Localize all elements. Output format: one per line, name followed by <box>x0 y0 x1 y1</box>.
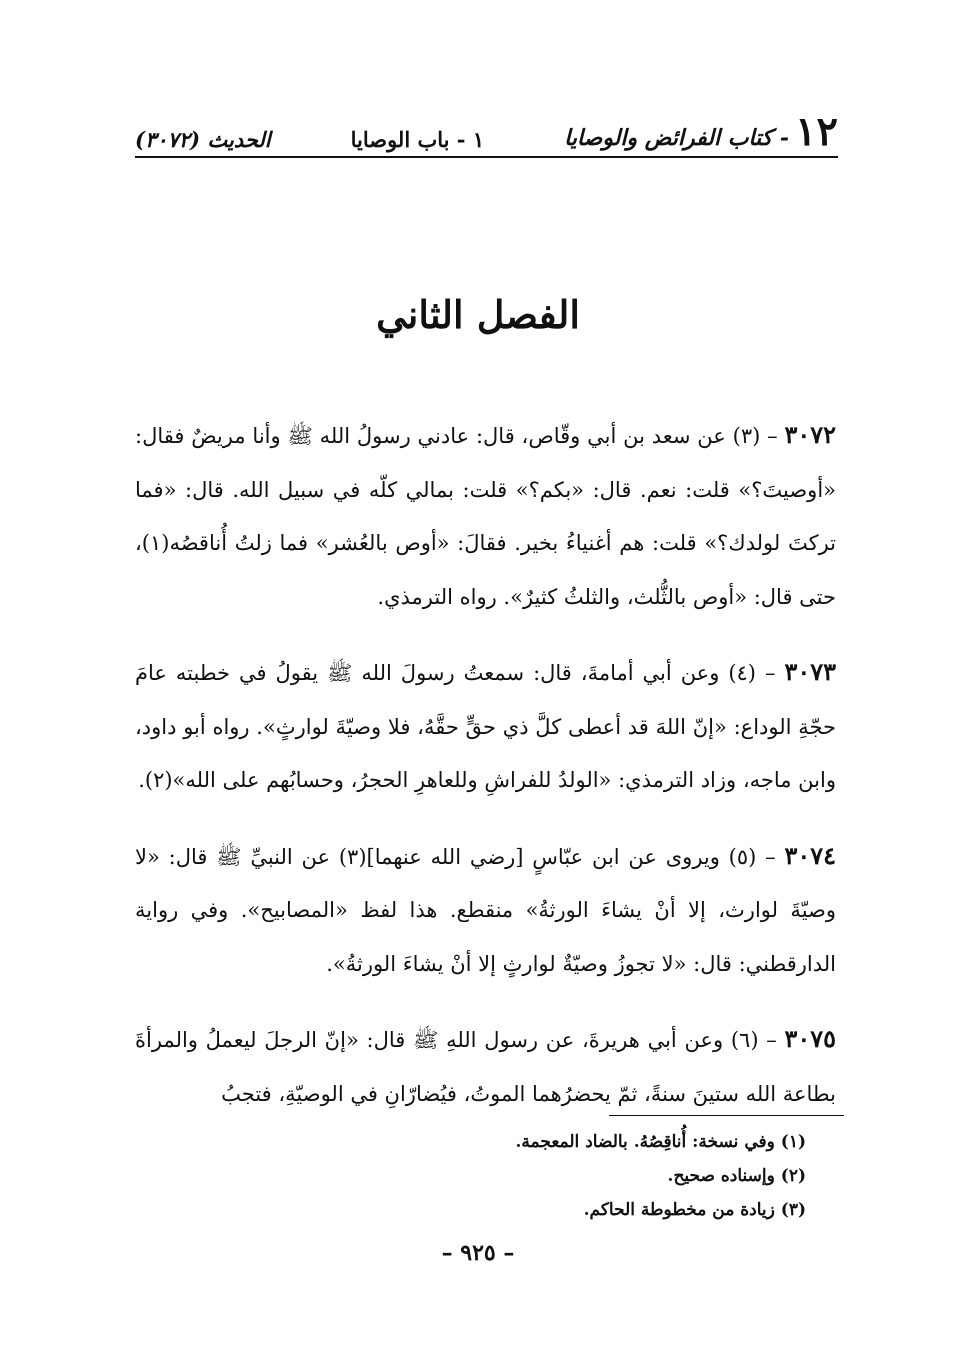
hadith-paragraph <box>135 645 836 808</box>
hadith-paragraph <box>135 1012 836 1121</box>
header-book-number: ١٢ <box>795 108 838 155</box>
hadith-text: – (٥) ويروى عن ابن عبّاسٍ [رضي الله عنهما](٣) عن النبيِّ ﷺ قال: «لا وصيّةَ لوارث، إلا أنْ يشاءَ الورثةُ» منقطع. هذا لفظ «المصابيح». وفي رواية الدارقطني: قال: «لا تجوزُ وصيّةٌ لوارثٍ إلا أنْ يشاءَ الورثةُ». <box>135 844 836 976</box>
hadith-number: ٣٠٧٤ <box>784 840 836 870</box>
hadith-paragraph <box>135 829 836 992</box>
running-header <box>135 104 838 158</box>
section-title: الفصل الثاني <box>376 292 580 337</box>
header-hadith-ref: الحديث (٣٠٧٢) <box>135 127 271 152</box>
header-chapter: ١ - باب الوصايا <box>350 127 485 152</box>
hadith-number: ٣٠٧٢ <box>784 420 837 449</box>
footnote-1: (١) وفي نسخة: أُناقِصُهُ. بالضاد المعجمة. <box>515 1132 806 1152</box>
page-number: – ٩٢٥ – <box>441 1240 515 1266</box>
hadith-number: ٣٠٧٥ <box>784 1024 837 1053</box>
hadith-text: – (٦) وعن أبي هريرةَ، عن رسول اللهِ ﷺ قال: «إنّ الرجلَ ليعملُ والمرأةَ بطاعة الله ستينَ سنةً، ثمّ يحضرُهما الموتُ، فيُضارّانِ في الوصيّةِ، فتجبُ <box>135 1028 836 1106</box>
hadith-number: ٣٠٧٣ <box>784 657 836 686</box>
header-book-title: - كتاب الفرائض والوصايا <box>564 125 790 151</box>
header-book <box>564 108 838 155</box>
footnote-2: (٢) وإسناده صحيح. <box>667 1166 806 1186</box>
hadith-text: – (٣) عن سعد بن أبي وقّاص، قال: عادني رسولُ الله ﷺ وأنا مريضٌ فقال: «أوصيتَ؟» قلت: نعم. قال: «بكم؟» قلت: بمالي كلّه في سبيل الله. قال: «فما تركتَ لولدك؟» قلت: هم أغنياءُ بخير. فقالَ: «أوص بالعُشر» فما زلتُ أُناقصُه(١)، حتى قال: «أوص بالثُّلث، والثلثُ كثيرٌ». رواه الترمذي. <box>135 424 836 609</box>
footnote-3: (٣) زيادة من مخطوطة الحاكم. <box>583 1200 806 1220</box>
footnotes <box>300 1125 806 1227</box>
hadith-paragraph <box>135 408 836 624</box>
body-text <box>135 408 836 1142</box>
footnote-divider <box>609 1115 844 1116</box>
hadith-text: – (٤) وعن أبي أمامةَ، قال: سمعتُ رسولَ الله ﷺ يقولُ في خطبته عامَ حجّةِ الوداع: «إنّ اللهَ قد أعطى كلَّ ذي حقٍّ حقَّهُ، فلا وصيّةَ لوارثٍ». رواه أبو داود، وابن ماجه، وزاد الترمذي: «الولدُ للفراشِ وللعاهرِ الحجرُ، وحسابُهم على الله»(٢). <box>135 661 836 792</box>
